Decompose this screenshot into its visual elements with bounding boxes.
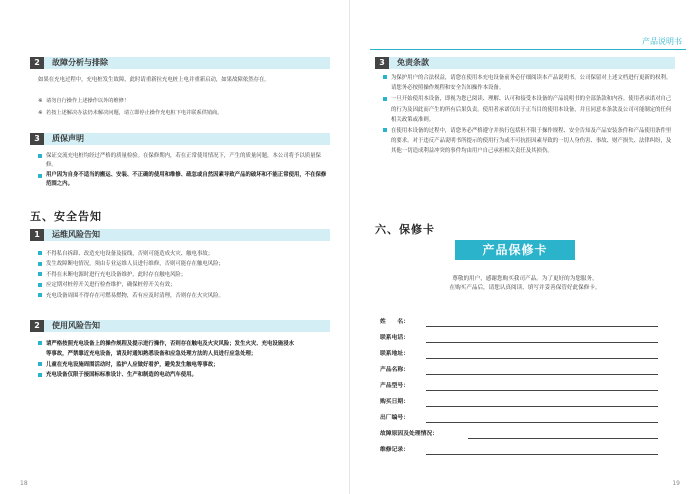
field-label: 联系电话： — [380, 335, 409, 341]
list-item: 一旦开始使用本设备，即视为您已阅读、理解、认可和接受本设备的产品说明书的全部条款和内容。使用者承诺对自己的行为及因此而产生的所有后果负责。使用者承诺仅出于正当目的使用本设备，并且同意本条款及公司可能制定的任何相关政策或准则。 — [383, 94, 675, 125]
form-field-name[interactable] — [380, 317, 658, 328]
section-number: 3 — [375, 57, 389, 69]
section-number: 1 — [30, 229, 44, 241]
fault-notes — [38, 97, 330, 117]
field-underline — [426, 422, 658, 423]
warranty-card-intro: 尊敬的用户，感谢您购买我司产品。为了更好的为您服务， 在购买产品后，请您认真阅读、填写并妥善保管好此保修卡。 — [449, 276, 601, 291]
section-bar-disclaimer — [375, 57, 675, 69]
section-bar-maintenance-risk — [30, 229, 330, 241]
disclaimer-list — [383, 73, 675, 157]
form-field-fault-handling[interactable] — [380, 429, 658, 440]
section-title: 使用风险告知 — [52, 321, 100, 330]
usage-risk-list — [38, 339, 298, 381]
list-item: 为保护用户的合法权益，请您在使用本充电设备前务必仔细阅读本产品说明书。公司保留对上述文档进行更新的权利。请您务必按照操作规程和安全告知操作本设备。 — [383, 73, 675, 93]
form-field-serial-number[interactable] — [380, 413, 658, 424]
form-field-product-name[interactable] — [380, 365, 658, 376]
list-item: 充电设备周围不得存在可燃易燃物，若有应及时清理，否则存在火灾风险。 — [38, 291, 330, 301]
list-item: 发生故障断电情况，须由专业运维人员进行维修，否则可能存在触电风险； — [38, 259, 330, 269]
section-number: 3 — [30, 133, 44, 145]
maintenance-risk-list — [38, 249, 330, 301]
list-item: 请严格按照充电设备上的操作规程及提示进行操作，否则存在触电及火灾风险；发生火灾、充电设施浸水等事故，严禁靠近充电设备，请及时通知熟悉设备和应急处理方法的人员进行应急处理； — [38, 339, 298, 360]
field-underline — [426, 358, 658, 359]
right-page — [350, 0, 700, 494]
page-number: 19 — [672, 480, 680, 487]
list-item: 应定期对桩停开关进行检查维护，确保桩停开关有效； — [38, 280, 330, 290]
field-underline — [468, 438, 658, 439]
warranty-card-title: 产品保修卡 — [455, 240, 575, 260]
field-label: 购买日期： — [380, 399, 409, 405]
field-underline — [426, 390, 658, 391]
warning-icon: ※ — [38, 110, 43, 116]
note-item: ※ 若按上述解决办法仍未解决问题，请立即停止操作充电桩下电并联系供销商。 — [38, 110, 223, 116]
warning-icon: ※ — [38, 98, 43, 104]
list-item: 保证交流充电桩均经过严格的质量检验。在保修期内，若在正常使用情况下，产生的质量问题，本公司将予以质量保修。 — [38, 152, 330, 169]
field-label: 联系地址： — [380, 351, 409, 357]
warranty-list — [38, 152, 330, 188]
section-bar-usage-risk — [30, 320, 330, 332]
section-title: 质保声明 — [52, 134, 84, 143]
section-title: 免责条款 — [397, 58, 429, 67]
section-title: 故障分析与排除 — [52, 58, 108, 67]
section-number: 2 — [30, 57, 44, 69]
field-label: 产品型号： — [380, 383, 409, 389]
field-label: 产品名称： — [380, 367, 409, 373]
field-label: 出厂编号： — [380, 415, 409, 421]
field-underline — [426, 374, 658, 375]
note-item: ※ 请勿自行操作上述操作以外的维修！ — [38, 98, 130, 104]
section-title: 运维风险告知 — [52, 230, 100, 239]
section-bar-fault-analysis — [30, 57, 330, 69]
fault-intro-text: 如果在充电过程中，充电桩发生故障，此时请重新拉充电桩上电并重新启动，如果故障依然存在。 — [38, 77, 270, 83]
field-underline — [426, 342, 658, 343]
header-title: 产品说明书 — [642, 37, 682, 46]
form-field-address[interactable] — [380, 349, 658, 360]
list-item: 儿童在充电设施周围活动时，监护人应做好看护，避免发生触电等事故； — [38, 360, 298, 370]
list-item: 用户因为自身不适当的搬运、安装、不正确的使用和维修、疏忽或自然因素导致产品的破坏和不能正常使用，不在保修范围之内。 — [38, 171, 330, 188]
list-item: 充电设备仅限于接国标标准设计、生产和制造的电动汽车使用。 — [38, 370, 298, 380]
header-rule — [370, 49, 686, 50]
page-number: 18 — [20, 480, 28, 487]
form-field-model[interactable] — [380, 381, 658, 392]
field-label: 姓 名： — [380, 319, 409, 325]
list-item: 不得在未断电源时进行充电设备维护，此时存在触电风险； — [38, 270, 330, 280]
chapter-heading-warranty-card: 六、保修卡 — [375, 223, 435, 236]
form-field-purchase-date[interactable] — [380, 397, 658, 408]
field-label: 故障原因及处理情况： — [380, 431, 438, 437]
chapter-heading-safety: 五、安全告知 — [30, 210, 102, 223]
running-header — [370, 36, 686, 50]
field-underline — [426, 454, 658, 455]
list-item: 不得私自拆卸、改造充电设备及接线，否则可能造成火灾、触电事故； — [38, 249, 330, 259]
field-label: 维修记录： — [380, 447, 409, 453]
section-bar-warranty — [30, 133, 330, 145]
form-field-phone[interactable] — [380, 333, 658, 344]
field-underline — [426, 406, 658, 407]
form-field-repair-record[interactable] — [380, 445, 658, 456]
list-item: 在使用本设备的过程中，请您务必严格遵守并执行包括但不限于操作规程、安全告知及产品安装条件和产品使用条件里的要求。对于违反产品说明书所提示的使用行为或不可抗拒因素导致的一切人身伤害、事故、财产损失、法律纠纷，及其他一切造成利益冲突的事件均由用户自己承担相关责任及其损伤。 — [383, 126, 675, 157]
field-underline — [426, 326, 658, 327]
section-number: 2 — [30, 320, 44, 332]
